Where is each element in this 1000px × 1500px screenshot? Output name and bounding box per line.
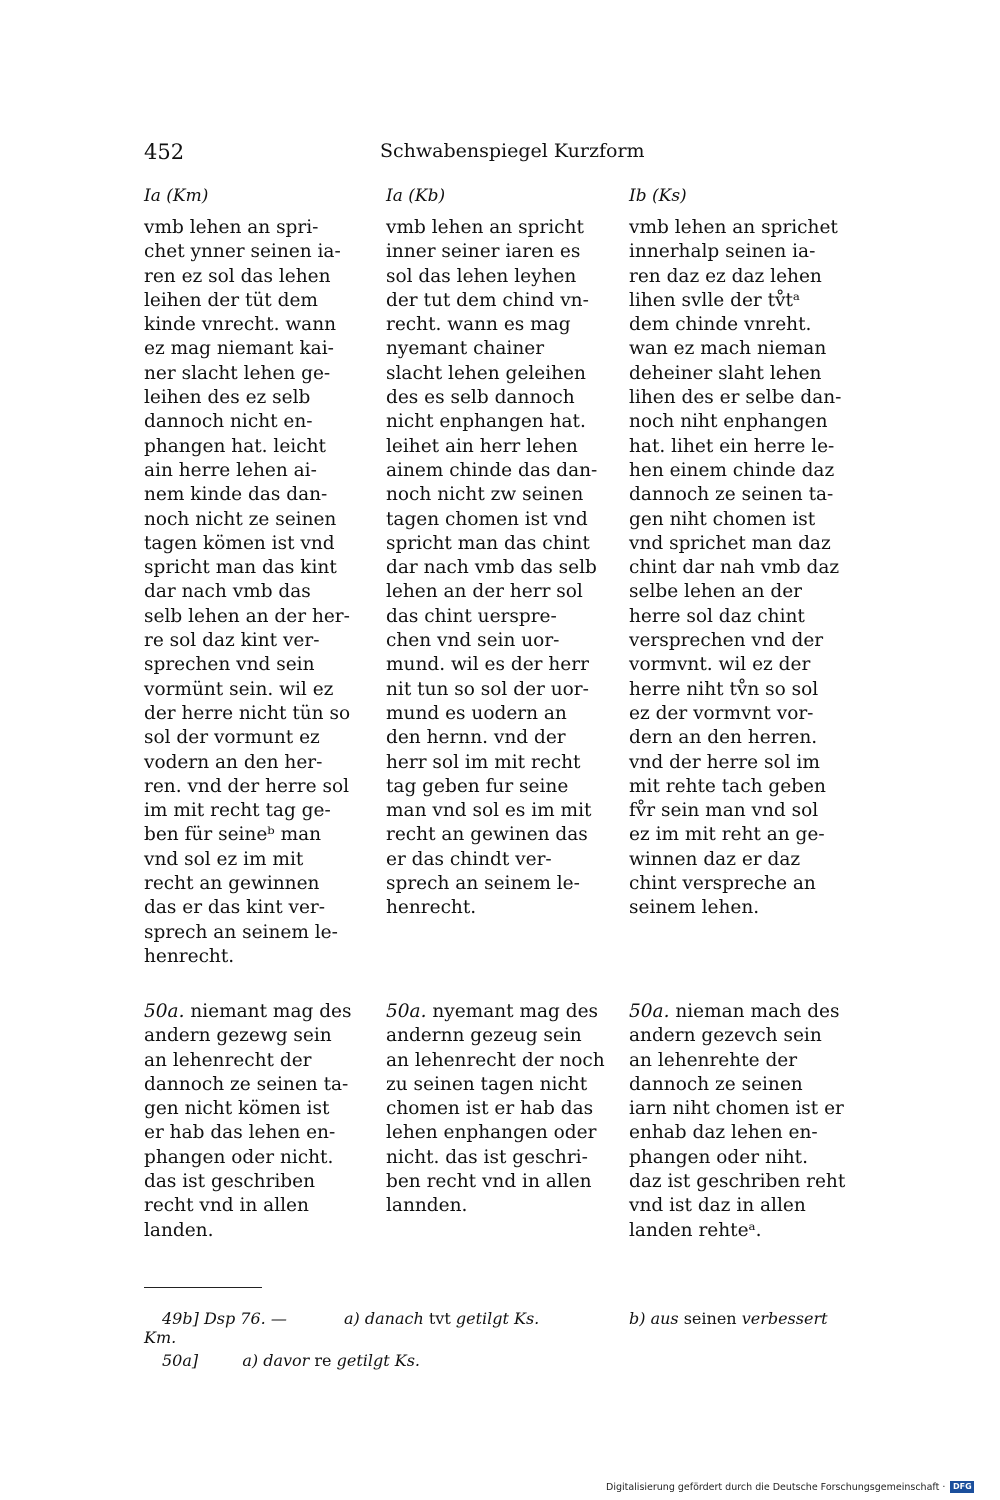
digitization-credit: [606, 1481, 974, 1493]
footnote-50a: [162, 1350, 420, 1372]
column-heading-kb: Ia (Kb): [386, 186, 446, 206]
paragraph-number: 50a.: [144, 1001, 185, 1022]
footnote-ref: 50a]: [162, 1351, 199, 1370]
footnote-49b-ref: [162, 1308, 287, 1330]
credit-text: Digitalisierung gefördert durch die Deutsche Forschungsgemeinschaft ·: [606, 1481, 946, 1493]
footnote-text: b) aus: [629, 1309, 679, 1328]
footnote-text: verbessert: [741, 1309, 828, 1328]
column-heading-ks: Ib (Ks): [629, 186, 687, 206]
column-heading-km: Ia (Km): [144, 186, 209, 206]
paragraph-number: 50a.: [386, 1001, 427, 1022]
footnote-text: a) danach: [344, 1309, 424, 1328]
section-text-km: vmb lehen an spri- chet ynner seinen ia- ren ez sol das lehen leihen der tüt dem kinde vnrecht. wann ez mag niemant kai- ner slacht lehen ge- leihen des ez selb dannoch nicht en- phangen hat. leicht ain herre lehen ai- nem kinde das dan- noch nicht ze seinen tagen kömen ist vnd spricht man das kint dar nach vmb das selb lehen an der her- re sol daz kint ver- sprechen vnd sein vormünt sein. wil ez der herre nicht tün so sol der vormunt ez vodern an den her- ren. vnd der herre sol im mit recht tag ge- ben für seineᵇ man vnd sol ez im mit recht an gewinnen das er das kint ver- sprech an seinem le- henrecht.: [144, 217, 351, 967]
paragraph-50a-ks: [629, 1000, 851, 1243]
running-head: Schwabenspiegel Kurzform: [380, 140, 645, 162]
section-text-ks: vmb lehen an sprichet innerhalp seinen ia- ren daz ez daz lehen lihen svlle der tv̊tᵃ dem chinde vnreht. wan ez mach nieman deheiner slaht lehen lihen des er selbe dan- noch niht enphangen hat. lihet ein herre le- hen einem chinde daz dannoch ze seinen ta- gen niht chomen ist vnd sprichet man daz chint dar nah vmb daz selbe lehen an der herre sol daz chint versprechen vnd der vormvnt. wil ez der herre niht tv̊n so sol ez der vormvnt vor- dern an den herren. vnd der herre sol im mit rehte tach geben fv̊r sein man vnd sol ez im mit reht an ge- winnen daz er daz chint versprеche an seinem lehen.: [629, 217, 842, 919]
section-text-kb: vmb lehen an spricht inner seiner iaren es sol das lehen leyhen der tut dem chind vn- recht. wann es mag nyemant chainer slacht lehen geleihen des es selb dannoch nicht enphangen hat. leihet ain herr lehen ainem chinde das dan- noch nicht zw seinen tagen chomen ist vnd spricht man das chint dar nach vmb das selb lehen an der herr sol das chint uersprе- chen vnd sein uor- mund. wil es der herr nit tun so sol der uor- mund es uodern an den hernn. vnd der herr sol im mit recht tag geben fur seine man vnd sol es im mit recht an gewinen das er das chindt ver- sprech an seinem le- henrecht.: [386, 217, 598, 919]
footnote-text: seinen: [683, 1309, 737, 1328]
footnote-rule: [144, 1287, 262, 1288]
paragraph-number: 50a.: [629, 1001, 670, 1022]
footnote-49b-a: [344, 1308, 539, 1330]
paragraph-body: nyemant mag des andernn gezeug sein an lehenrecht der noch zu seinen tagen nicht chomen ist er hab das lehen enphangen oder nicht. das ist geschri- ben recht vnd in allen lannden.: [386, 1001, 605, 1217]
paragraph-body: nieman mach des andern gezevch sein an lehenrehte der dannoch ze seinen iarn niht chomen ist er enhab daz lehen en- phangen oder niht. daz ist geschriben reht vnd ist daz in allen landen rehteᵃ.: [629, 1001, 846, 1241]
paragraph-50a-km: [144, 1000, 366, 1243]
paragraph-50a-kb: [386, 1000, 608, 1219]
footnote-text: getilgt Ks.: [336, 1351, 420, 1370]
footnote-ref: 49b]: [162, 1309, 199, 1328]
page-number: 452: [144, 140, 185, 164]
dfg-logo-icon: DFG: [950, 1481, 974, 1493]
footnote-text: tvt: [428, 1309, 451, 1328]
footnote-49b-continuation: Km.: [144, 1328, 177, 1347]
footnote-text: a) davor: [242, 1351, 310, 1370]
paragraph-body: niemant mag des andern gezewg sein an lehenrecht der dannoch ze seinen ta- gen nicht kömen ist er hab das lehen en- phangen oder nicht. das ist geschriben recht vnd in allen landen.: [144, 1001, 352, 1241]
footnote-text: re: [314, 1351, 332, 1370]
footnote-text: getilgt Ks.: [455, 1309, 540, 1328]
footnote-dsp: Dsp 76. —: [203, 1309, 287, 1328]
footnote-49b-b: [629, 1308, 828, 1330]
